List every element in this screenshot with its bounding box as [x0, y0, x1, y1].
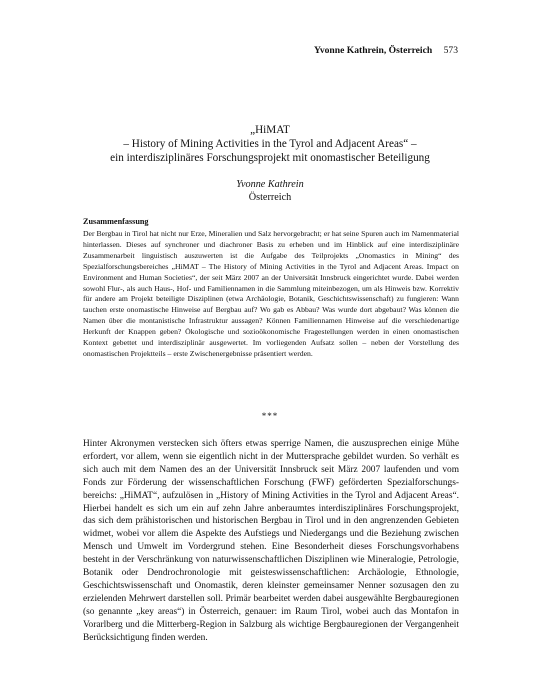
- title-line-2: – History of Mining Activities in the Tyrol and Adjacent Areas“ –: [123, 138, 417, 150]
- paper-title: [40, 123, 500, 165]
- body-paragraph: Hinter Akronymen verstecken sich öfters etwas sperrige Namen, die auszusprechen einige Mühe erfordert, vor allem, wenn sie eigentlich nicht in der Muttersprache gebildet wurden. So verhält es sich auch mit dem Namen des an der Universität Innsbruck seit März 2007 laufenden und vom Fonds zur Förderung der wissenschaftlichen Forschung (FWF) geförderten Spezialforschungsbereichs: „HiMAT“, aufzulösen in „History of Mining Activities in the Tyrol and Adjacent Areas“. Hierbei handelt es sich um ein auf zehn Jahre anberaumtes interdisziplinäres Forschungsprojekt, das sich dem prähistorischen und historischen Bergbau in Tirol und in den angrenzenden Gebieten widmet, wobei vor allem die Aspekte des Aufstiegs und Niedergangs und die Beziehung zwischen Mensch und Umwelt im Vordergrund stehen. Eine Besonderheit dieses Forschungsvorhabens besteht in der Verschränkung von naturwissenschaftlichen Disziplinen wie Mineralogie, Petrologie, Botanik oder Dendrochronologie mit geisteswissenschaftlichen: Archäologie, Ethnologie, Geschichtswissenschaft und Onomastik, deren kleinster gemeinsamer Nenner sozusagen den zu erzielenden Mehrwert darstellen soll. Primär bearbeitet werden dabei ausgewählte Bergbauregionen (so genannte „key areas“) in Österreich, genauer: im Raum Tirol, wobei auch das Montafon in Vorarlberg und die Mitterberg-Region in Salzburg als wichtige Bergbauregionen der Vergangenheit Berücksichtigung finden werden.: [83, 439, 459, 643]
- author-country: Österreich: [248, 192, 292, 203]
- title-line-3: ein interdisziplinäres Forschungsprojekt mit onomastischer Beteiligung: [110, 152, 430, 164]
- running-header: [314, 45, 458, 56]
- section-separator: ***: [261, 411, 279, 421]
- title-line-1: „HiMAT: [250, 124, 290, 136]
- header-author: Yvonne Kathrein, Österreich: [313, 45, 433, 56]
- abstract-text: Der Bergbau in Tirol hat nicht nur Erze, Mineralien und Salz hervorgebracht; er hat seine Spuren auch im Namenmaterial hinterlassen. Dieses auf synchroner und diachroner Basis zu erheben und im Hinblick auf eine interdisziplinäre Zusammenarbeit linguistisch auszuwerten ist die Aufgabe des Teilprojekts „Onomastics in Mining“ des Spezialforschungsbereiches „HiMAT – The History of Mining Activities in the Tyrol and Adjacent Areas. Impact on Environment and Human Societies“, der seit März 2007 an der Universität Innsbruck eingerichtet wurde. Dabei werden sowohl Flur-, als auch Haus-, Hof- und Familiennamen in die Sammlung miteinbezogen, um als Hinweis bzw. Korrektiv für andere am Projekt beteiligte Disziplinen (etwa Archäologie, Botanik, Geschichtswissenschaft) zu fungieren: Wann tauchen erste onomastische Hinweise auf Bergbau auf? Wo gab es Abbau? Was wurde dort abgebaut? Was können die Namen über die montanistische Infrastruktur aussagen? Können Familiennamen Hinweise auf die verschiedenartige Herkunft der Knappen geben? Ökologische und sozioökonomische Fragestellungen werden in einen onomastischen Kontext gebettet und interdisziplinär ausgewertet. Im vorliegenden Aufsatz sollen – neben der Vorstellung des onomastischen Projektteils – erste Zwischenergebnisse präsentiert werden.: [83, 229, 459, 358]
- author-name: Yvonne Kathrein: [236, 179, 304, 190]
- byline: [40, 178, 500, 204]
- page-number: 573: [443, 45, 458, 56]
- abstract-heading: Zusammenfassung: [83, 217, 149, 226]
